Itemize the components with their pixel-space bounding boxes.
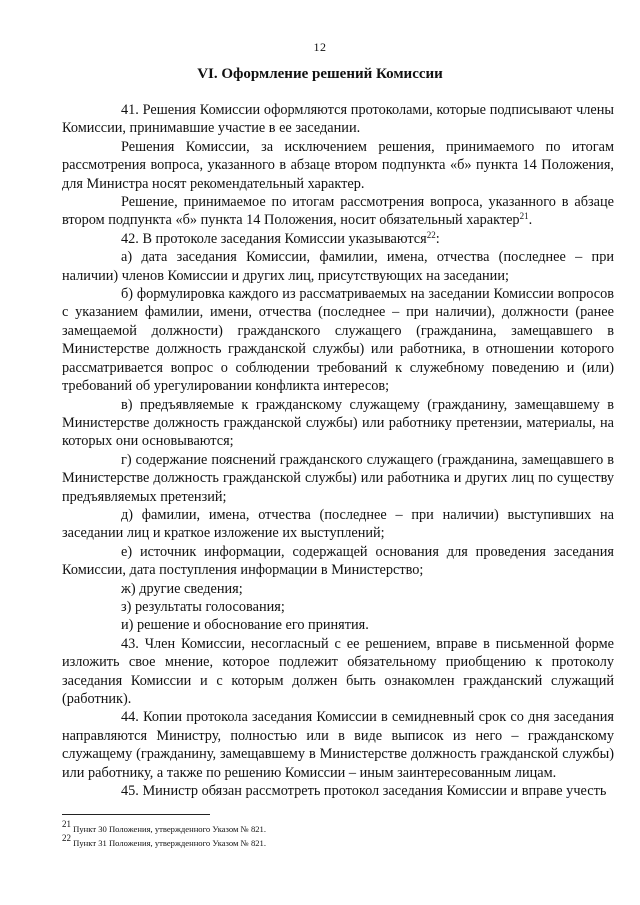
item-a: а) дата заседания Комиссии, фамилии, имена, отчества (последнее – при наличии) членов Комиссии и других лиц, присутствующих на заседании; xyxy=(62,249,614,284)
footnote-divider xyxy=(62,814,210,815)
item-g: г) содержание пояснений гражданского служащего (гражданина, замещавшего в Министерстве должность гражданской службы) или работника и других лиц по существу предъявляемых претензий; xyxy=(62,451,614,505)
paragraph-41-recommendation: Решения Комиссии, за исключением решения, принимаемого по итогам рассмотрения вопроса, указанного в абзаце втором подпункта «б» пункта 14 Положения, для Министра носят рекомендательный характер. xyxy=(62,138,614,192)
paragraph-44: 44. Копии протокола заседания Комиссии в семидневный срок со дня заседания направляются Министру, полностью или в виде выписок из него – гражданскому служащему (гражданину, замещавшему в Министерстве должность гражданской службы) или работнику, а также по решению Комиссии – иным заинтересованным лицам. xyxy=(62,709,614,781)
paragraph-41: 41. Решения Комиссии оформляются протоколами, которые подписывают члены Комиссии, принимавшие участие в ее заседании. xyxy=(62,102,614,137)
paragraph-42: 42. В протоколе заседания Комиссии указываются$^{22}$: xyxy=(121,229,440,247)
section-heading: VI. Оформление решений Комиссии xyxy=(197,66,443,82)
item-z: з) результаты голосования; xyxy=(121,598,285,615)
paragraph-41-binding-decision: Решение, принимаемое по итогам рассмотрения вопроса, указанного в абзаце втором подпункта «б» пункта 14 Положения, носит обязательный характер$^{21}$. xyxy=(62,194,614,229)
item-i: и) решение и обоснование его принятия. xyxy=(121,617,369,634)
footnotes xyxy=(62,819,614,850)
item-d: д) фамилии, имена, отчества (последнее – при наличии) выступивших на заседании лиц и краткое изложение их выступлений; xyxy=(62,506,614,542)
footnote-ref-22: 22 xyxy=(426,229,436,240)
paragraph-43: 43. Член Комиссии, несогласный с ее решением, вправе в письменной форме изложить свое мнение, которое подлежит обязательному приобщению к протоколу заседания Комиссии и с которым должен быть ознакомлен гражданский служащий (работник). xyxy=(62,635,614,707)
item-b: б) формулировка каждого из рассматриваемых на заседании Комиссии вопросов с указанием фамилии, имени, отчества (последнее – при наличии), должности (ранее замещаемой должности) гражданского служащего (гражданина, замещавшего в Министерстве должность гражданской службы) или работника, в отношении которого рассматривается вопрос о соблюдении требований к служебному поведению и (или) требований об урегулировании конфликта интересов; xyxy=(62,286,614,395)
footnote-ref-21: 21 xyxy=(519,211,529,222)
document-body xyxy=(62,101,614,800)
paragraph-45: 45. Министр обязан рассмотреть протокол заседания Комиссии и вправе учесть xyxy=(121,783,607,800)
footnote-22: $^{22}$ Пункт 31 Положения, утвержденного Указом № 821. xyxy=(62,833,266,848)
item-e: е) источник информации, содержащей основания для проведения заседания Комиссии, дата поступления информации в Министерство; xyxy=(62,543,614,579)
page-number: 12 xyxy=(313,40,327,54)
item-zh: ж) другие сведения; xyxy=(121,580,243,597)
footnote-21: $^{21}$ Пункт 30 Положения, утвержденного Указом № 821. xyxy=(62,819,266,834)
item-v: в) предъявляемые к гражданскому служащему (гражданину, замещавшему в Министерстве должность гражданской службы) или работнику претензии, материалы, на которых они основываются; xyxy=(62,396,614,450)
